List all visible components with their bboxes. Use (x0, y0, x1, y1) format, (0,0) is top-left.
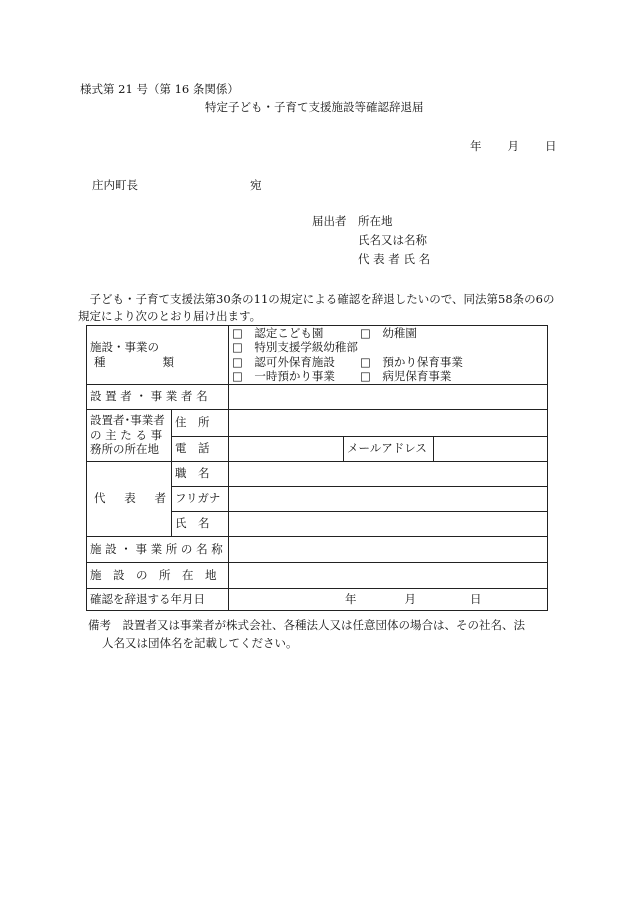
job-title-field[interactable] (229, 461, 548, 486)
email-label: メールアドレス (344, 436, 434, 461)
job-title-label: 職 名 (172, 461, 229, 486)
document-title: 特定子ども・子育て支援施設等確認辞退届 (205, 100, 424, 114)
facility-type-label-rui: 類 (162, 354, 174, 369)
date-year: 年 (470, 139, 482, 153)
withdraw-date-month: 月 (404, 591, 416, 606)
operator-name-label: 設 置 者 ・ 事 業 者 名 (87, 384, 229, 409)
facility-name-label: 施 設 ・ 事 業 所 の 名 称 (87, 536, 229, 562)
main-office-label-line3: 務所の所在地 (90, 442, 159, 457)
remarks-line1: 備考 設置者又は事業者が株式会社、各種法人又は任意団体の場合は、その社名、法 (88, 618, 525, 632)
facility-type-label-line2 (90, 355, 174, 369)
facility-location-field[interactable] (229, 562, 548, 588)
facility-type-label (87, 326, 229, 385)
facility-name-field[interactable] (229, 536, 548, 562)
facility-type-options (229, 326, 548, 385)
option-extended-care[interactable]: □ 預かり保育事業 (360, 354, 463, 369)
option-unlicensed-childcare[interactable]: □ 認可外保育施設 (232, 354, 335, 369)
remarks-note (88, 616, 556, 652)
main-office-label (87, 409, 172, 461)
furigana-label: フリガナ (172, 486, 229, 511)
notifier-name-label: 氏名又は名称 (358, 233, 427, 247)
operator-name-field[interactable] (229, 384, 548, 409)
withdraw-date-field[interactable] (229, 588, 548, 610)
facility-type-label-shu: 種 (94, 354, 106, 369)
name-label: 氏 名 (172, 511, 229, 536)
main-office-label-line1: 設置者･事業者 (90, 413, 165, 428)
withdraw-date-year: 年 (345, 591, 357, 606)
representative-char-hyo: 表 (124, 491, 136, 506)
representative-char-dai: 代 (94, 491, 106, 506)
addressee: 庄内町長 (92, 178, 138, 192)
email-field[interactable] (434, 436, 548, 461)
option-special-support-kindergarten[interactable]: □ 特別支援学級幼稚部 (232, 340, 358, 355)
notifier-address-label: 所在地 (358, 214, 393, 228)
form-number: 様式第 21 号（第 16 条関係） (80, 82, 239, 96)
withdrawal-form-table (86, 325, 548, 611)
options-row-1 (232, 326, 544, 355)
withdraw-date-label: 確認を辞退する年月日 (87, 588, 229, 610)
representative-label-text (90, 491, 168, 505)
options-row-3 (232, 369, 544, 383)
name-field[interactable] (229, 511, 548, 536)
option-sick-child-care[interactable]: □ 病児保育事業 (360, 369, 452, 384)
date-line (470, 140, 557, 154)
representative-label (87, 461, 172, 536)
notifier-label: 届出者 (312, 214, 347, 228)
phone-label: 電 話 (172, 436, 229, 461)
body-text: 子ども・子育て支援法第30条の11の規定による確認を辞退したいので、同法第58条の6の規定により次のとおり届け出ます。 (78, 292, 555, 323)
addressee-honorific: 宛 (250, 178, 262, 192)
furigana-field[interactable] (229, 486, 548, 511)
address-field[interactable] (229, 409, 548, 436)
withdraw-date-day: 日 (470, 591, 482, 606)
representative-char-sha: 者 (154, 491, 166, 506)
option-kindergarten[interactable]: □ 幼稚園 (360, 326, 417, 340)
option-temporary-care[interactable]: □ 一時預かり事業 (232, 369, 335, 384)
facility-type-label-line1: 施設・事業の (90, 340, 159, 355)
phone-field[interactable] (229, 436, 344, 461)
options-row-2 (232, 355, 544, 369)
facility-location-label: 施 設 の 所 在 地 (87, 562, 229, 588)
remarks-line2: 人名又は団体名を記載してください。 (102, 636, 298, 650)
main-office-label-line2: の 主 た る 事 (90, 427, 163, 442)
option-certified-kodomo-en[interactable]: □ 認定こども園 (232, 326, 324, 340)
date-month: 月 (507, 139, 519, 153)
notifier-representative-label: 代 表 者 氏 名 (358, 252, 431, 266)
date-day: 日 (545, 139, 557, 153)
address-label: 住 所 (172, 409, 229, 436)
